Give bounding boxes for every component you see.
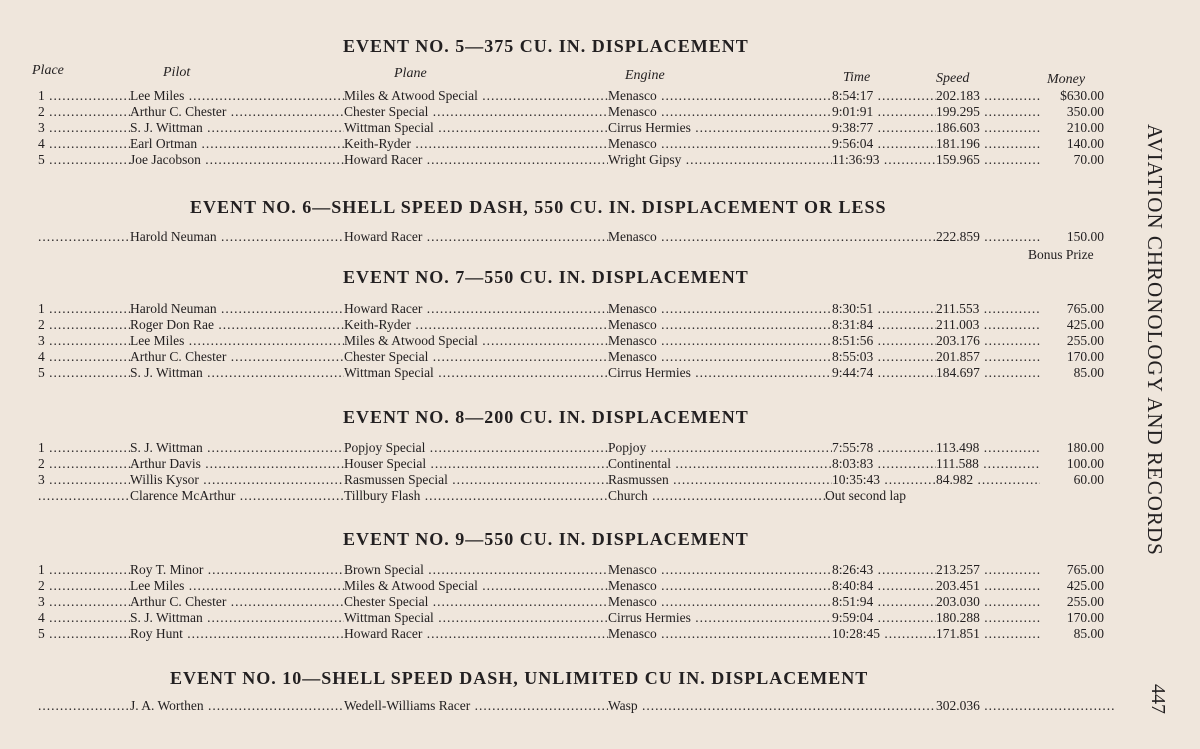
speed-cell: 211.553 ..... xyxy=(936,301,1040,317)
engine-cell: Menasco ..... xyxy=(608,136,832,152)
bonus-prize-note: Bonus Prize xyxy=(1028,247,1094,262)
page-number: 447 xyxy=(1147,684,1169,714)
time-cell: 9:01:91 ..... xyxy=(832,104,936,120)
column-header-money: Money xyxy=(1047,72,1086,87)
speed-cell: 203.030 ..... xyxy=(936,594,1040,610)
table-row xyxy=(0,698,1120,714)
money-cell: 350.00 xyxy=(1066,104,1104,119)
event-title: EVENT NO. 5—375 CU. IN. DISPLACEMENT xyxy=(343,36,749,56)
speed-cell: 211.003 ..... xyxy=(936,317,1040,333)
money-cell: 170.00 xyxy=(1066,349,1104,364)
table-row xyxy=(0,120,1120,136)
table-row xyxy=(0,301,1120,317)
speed-cell: 222.859 ..... xyxy=(936,229,1040,245)
money-cell: 255.00 xyxy=(1066,594,1104,609)
pilot-cell: Arthur C. Chester ..... xyxy=(130,104,344,120)
place-cell: 5 ..... xyxy=(38,626,130,642)
plane-cell: Keith-Ryder ..... xyxy=(344,136,608,152)
money-cell: 180.00 xyxy=(1066,440,1104,455)
speed-cell: 171.851 ..... xyxy=(936,626,1040,642)
time-cell: 10:35:43 ..... xyxy=(832,472,936,488)
pilot-cell: Lee Miles ..... xyxy=(130,578,344,594)
time-cell: 8:26:43 ..... xyxy=(832,562,936,578)
speed-cell: 213.257 ..... xyxy=(936,562,1040,578)
pilot-cell: S. J. Wittman ..... xyxy=(130,365,344,381)
engine-cell: Menasco ..... xyxy=(608,301,832,317)
plane-cell: Howard Racer ..... xyxy=(344,229,608,245)
speed-cell: 202.183 ..... xyxy=(936,88,1040,104)
speed-cell: 84.982 ..... xyxy=(936,472,1040,488)
table-row xyxy=(0,440,1120,456)
place-cell xyxy=(38,698,130,714)
engine-cell: Menasco ..... xyxy=(608,104,832,120)
speed-cell: 113.498 ..... xyxy=(936,440,1040,456)
place-cell: 2 ..... xyxy=(38,456,130,472)
money-cell: 85.00 xyxy=(1073,626,1104,641)
plane-cell: Howard Racer ..... xyxy=(344,152,608,168)
plane-cell: Wedell-Williams Racer ..... xyxy=(344,698,608,714)
plane-cell: Chester Special ..... xyxy=(344,104,608,120)
money-cell: 765.00 xyxy=(1066,562,1104,577)
place-cell: 4 ..... xyxy=(38,349,130,365)
table-row xyxy=(0,333,1120,349)
place-cell: 3 ..... xyxy=(38,333,130,349)
place-cell: 4 ..... xyxy=(38,136,130,152)
column-header-engine: Engine xyxy=(625,68,665,83)
pilot-cell: Arthur C. Chester ..... xyxy=(130,594,344,610)
money-cell: 425.00 xyxy=(1066,317,1104,332)
plane-cell: Popjoy Special ..... xyxy=(344,440,608,456)
time-cell: 9:56:04 ..... xyxy=(832,136,936,152)
time-cell: 9:44:74 ..... xyxy=(832,365,936,381)
time-cell: 8:30:51 ..... xyxy=(832,301,936,317)
speed-cell: 201.857 ..... xyxy=(936,349,1040,365)
engine-cell: Menasco ..... xyxy=(608,88,832,104)
engine-cell: Rasmussen ..... xyxy=(608,472,832,488)
pilot-cell: S. J. Wittman ..... xyxy=(130,610,344,626)
time-cell: 8:03:83 ..... xyxy=(832,456,936,472)
place-cell: 1 ..... xyxy=(38,301,130,317)
engine-cell: Cirrus Hermies ..... xyxy=(608,610,832,626)
event-title: EVENT NO. 7—550 CU. IN. DISPLACEMENT xyxy=(343,267,749,287)
table-row xyxy=(0,578,1120,594)
table-row xyxy=(0,488,1120,504)
table-row xyxy=(0,104,1120,120)
speed-cell: 199.295 ..... xyxy=(936,104,1040,120)
pilot-cell: Roy Hunt ..... xyxy=(130,626,344,642)
place-cell: 1 ..... xyxy=(38,440,130,456)
speed-cell: 203.176 ..... xyxy=(936,333,1040,349)
plane-cell: Chester Special ..... xyxy=(344,349,608,365)
table-row xyxy=(0,152,1120,168)
speed-cell: 302.036 ..... xyxy=(936,698,1114,714)
plane-cell: Houser Special ..... xyxy=(344,456,608,472)
plane-cell: Tillbury Flash ..... xyxy=(344,488,608,504)
pilot-cell: Lee Miles ..... xyxy=(130,88,344,104)
money-cell: 150.00 xyxy=(1066,229,1104,244)
pilot-cell: Clarence McArthur ..... xyxy=(130,488,344,504)
table-row xyxy=(0,136,1120,152)
engine-cell: Menasco ..... xyxy=(608,229,832,245)
engine-cell: Church ..... xyxy=(608,488,832,504)
event-title: EVENT NO. 8—200 CU. IN. DISPLACEMENT xyxy=(343,407,749,427)
money-cell: $630.00 xyxy=(1060,88,1104,103)
time-cell: 8:40:84 ..... xyxy=(832,578,936,594)
pilot-cell: Roger Don Rae ..... xyxy=(130,317,344,333)
plane-cell: Brown Special ..... xyxy=(344,562,608,578)
place-cell: 3 ..... xyxy=(38,472,130,488)
engine-cell: Wasp ..... xyxy=(608,698,936,714)
time-cell: 9:59:04 ..... xyxy=(832,610,936,626)
engine-cell: Popjoy ..... xyxy=(608,440,832,456)
money-cell: 765.00 xyxy=(1066,301,1104,316)
time-cell: 9:38:77 ..... xyxy=(832,120,936,136)
plane-cell: Wittman Special ..... xyxy=(344,365,608,381)
money-cell: 60.00 xyxy=(1073,472,1104,487)
pilot-cell: Lee Miles ..... xyxy=(130,333,344,349)
plane-cell: Rasmussen Special ..... xyxy=(344,472,608,488)
pilot-cell: Harold Neuman ..... xyxy=(130,229,344,245)
table-row xyxy=(0,456,1120,472)
time-cell: 8:51:94 ..... xyxy=(832,594,936,610)
time-cell: 11:36:93 ..... xyxy=(832,152,936,168)
engine-cell: Cirrus Hermies ..... xyxy=(608,120,832,136)
plane-cell: Chester Special ..... xyxy=(344,594,608,610)
place-cell: 5 ..... xyxy=(38,152,130,168)
pilot-cell: J. A. Worthen ..... xyxy=(130,698,344,714)
pilot-cell: S. J. Wittman ..... xyxy=(130,120,344,136)
table-row xyxy=(0,562,1120,578)
pilot-cell: Arthur Davis ..... xyxy=(130,456,344,472)
column-header-pilot: Pilot xyxy=(163,65,191,80)
plane-cell: Miles & Atwood Special ..... xyxy=(344,333,608,349)
time-cell: 10:28:45 ..... xyxy=(832,626,936,642)
money-cell: 170.00 xyxy=(1066,610,1104,625)
table-row xyxy=(0,365,1120,381)
time-cell: Out second lap xyxy=(825,488,906,503)
speed-cell: 159.965 ..... xyxy=(936,152,1040,168)
speed-cell: 184.697 ..... xyxy=(936,365,1040,381)
place-cell: 4 ..... xyxy=(38,610,130,626)
column-header-place: Place xyxy=(32,63,64,78)
money-cell: 425.00 xyxy=(1066,578,1104,593)
column-header-plane: Plane xyxy=(394,66,427,81)
money-cell: 100.00 xyxy=(1066,456,1104,471)
table-row xyxy=(0,610,1120,626)
time-cell: 7:55:78 ..... xyxy=(832,440,936,456)
engine-cell: Cirrus Hermies ..... xyxy=(608,365,832,381)
place-cell: 3 ..... xyxy=(38,120,130,136)
engine-cell: Continental ..... xyxy=(608,456,832,472)
column-header-time: Time xyxy=(843,70,871,85)
engine-cell: Menasco ..... xyxy=(608,562,832,578)
speed-cell: 181.196 ..... xyxy=(936,136,1040,152)
event-title: EVENT NO. 6—SHELL SPEED DASH, 550 CU. IN. DISPLACEMENT OR LESS xyxy=(190,197,887,217)
engine-cell: Menasco ..... xyxy=(608,594,832,610)
speed-cell: 111.588 ..... xyxy=(936,456,1040,472)
pilot-cell: Roy T. Minor ..... xyxy=(130,562,344,578)
table-row xyxy=(0,317,1120,333)
engine-cell: Menasco ..... xyxy=(608,333,832,349)
plane-cell: Wittman Special ..... xyxy=(344,610,608,626)
money-cell: 70.00 xyxy=(1073,152,1104,167)
place-cell: 1 ..... xyxy=(38,562,130,578)
table-row xyxy=(0,472,1120,488)
table-row xyxy=(0,349,1120,365)
place-cell: 2 ..... xyxy=(38,578,130,594)
place-cell xyxy=(38,488,130,504)
plane-cell: Howard Racer ..... xyxy=(344,626,608,642)
pilot-cell: Arthur C. Chester ..... xyxy=(130,349,344,365)
time-cell: 8:54:17 ..... xyxy=(832,88,936,104)
engine-cell: Menasco ..... xyxy=(608,349,832,365)
plane-cell: Keith-Ryder ..... xyxy=(344,317,608,333)
pilot-cell: Willis Kysor ..... xyxy=(130,472,344,488)
plane-cell: Miles & Atwood Special ..... xyxy=(344,578,608,594)
engine-cell: Menasco ..... xyxy=(608,626,832,642)
running-title: AVIATION CHRONOLOGY AND RECORDS xyxy=(1143,124,1167,556)
event-title: EVENT NO. 10—SHELL SPEED DASH, UNLIMITED CU IN. DISPLACEMENT xyxy=(170,668,869,688)
pilot-cell: Harold Neuman ..... xyxy=(130,301,344,317)
engine-cell: Menasco ..... xyxy=(608,578,832,594)
place-cell: 5 ..... xyxy=(38,365,130,381)
plane-cell: Howard Racer ..... xyxy=(344,301,608,317)
money-cell: 210.00 xyxy=(1066,120,1104,135)
speed-cell: 203.451 ..... xyxy=(936,578,1040,594)
money-cell: 85.00 xyxy=(1073,365,1104,380)
engine-cell: Menasco ..... xyxy=(608,317,832,333)
table-row xyxy=(0,594,1120,610)
engine-cell: Wright Gipsy ..... xyxy=(608,152,832,168)
time-cell xyxy=(832,229,936,245)
time-cell: 8:55:03 ..... xyxy=(832,349,936,365)
pilot-cell: S. J. Wittman ..... xyxy=(130,440,344,456)
speed-cell: 186.603 ..... xyxy=(936,120,1040,136)
place-cell: 3 ..... xyxy=(38,594,130,610)
place-cell: 1 ..... xyxy=(38,88,130,104)
pilot-cell: Joe Jacobson ..... xyxy=(130,152,344,168)
plane-cell: Wittman Special ..... xyxy=(344,120,608,136)
place-cell: 2 ..... xyxy=(38,317,130,333)
table-row xyxy=(0,626,1120,642)
column-header-speed: Speed xyxy=(936,71,970,86)
money-cell: 255.00 xyxy=(1066,333,1104,348)
table-row xyxy=(0,88,1120,104)
time-cell: 8:51:56 ..... xyxy=(832,333,936,349)
plane-cell: Miles & Atwood Special ..... xyxy=(344,88,608,104)
money-cell: 140.00 xyxy=(1066,136,1104,151)
speed-cell: 180.288 ..... xyxy=(936,610,1040,626)
place-cell: 2 ..... xyxy=(38,104,130,120)
time-cell: 8:31:84 ..... xyxy=(832,317,936,333)
event-title: EVENT NO. 9—550 CU. IN. DISPLACEMENT xyxy=(343,529,749,549)
pilot-cell: Earl Ortman ..... xyxy=(130,136,344,152)
table-row xyxy=(0,229,1120,245)
place-cell xyxy=(38,229,130,245)
